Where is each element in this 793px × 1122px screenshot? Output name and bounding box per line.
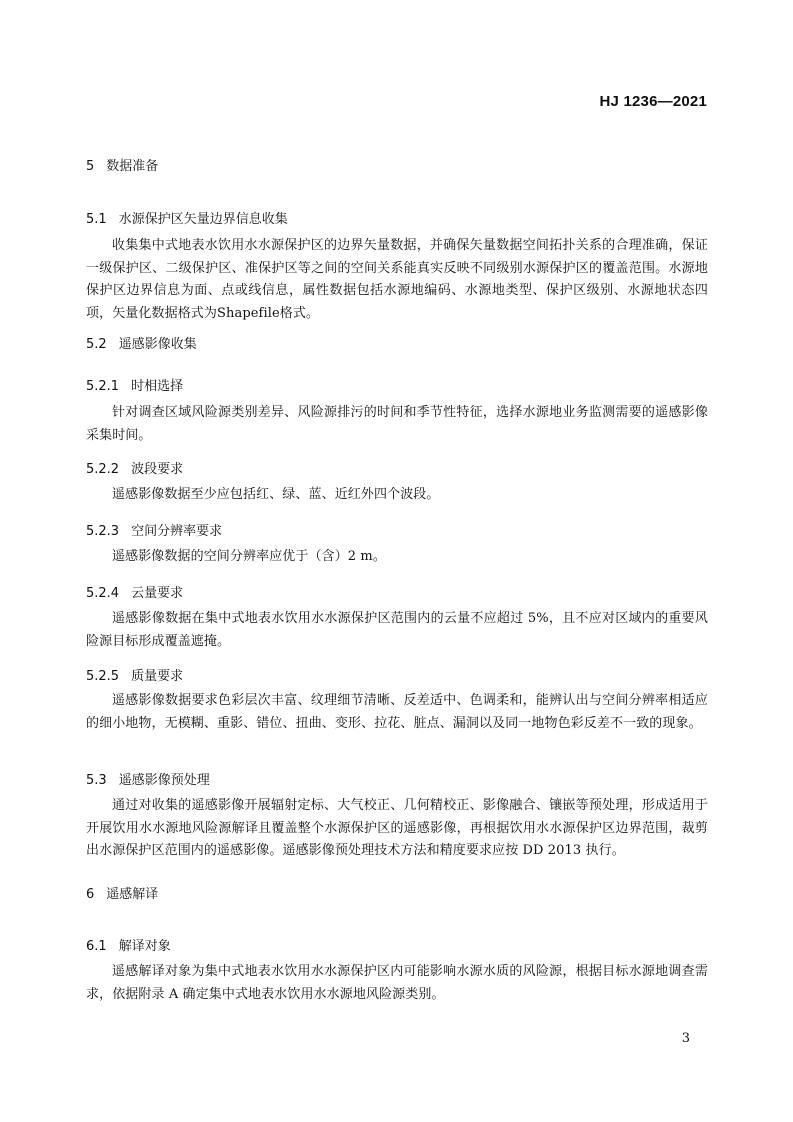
section-title: 云量要求 [131,586,184,601]
paragraph-6-1: 遥感解译对象为集中式地表水饮用水水源保护区内可能影响水源水质的风险源，根据目标水源地调查需求，依据附录 A 确定集中式地表水饮用水水源地风险源类别。 [86,964,708,1002]
section-title: 遥感影像预处理 [118,773,210,788]
section-heading-6 [86,883,158,902]
section-number: 5.2.1 [86,379,120,394]
section-title: 遥感解译 [106,887,159,902]
paragraph-5-2-2: 遥感影像数据至少应包括红、绿、蓝、近红外四个波段。 [112,487,440,502]
paragraph-5-2-3: 遥感影像数据的空间分辨率应优于（含）2 m。 [112,549,386,564]
section-title: 时相选择 [131,379,184,394]
section-number: 5.1 [86,212,107,227]
section-number: 5.3 [86,773,107,788]
section-title: 水源保护区矢量边界信息收集 [118,212,288,227]
section-heading-5-1 [86,208,288,227]
section-number: 6.1 [86,939,107,954]
section-heading-5-2-4 [86,582,183,601]
section-number: 5.2.4 [86,586,120,601]
section-title: 空间分辨率要求 [131,524,223,539]
section-heading-5-2-2 [86,458,183,477]
section-number: 5.2 [86,337,107,352]
section-title: 波段要求 [131,462,184,477]
paragraph-5-2-1: 针对调查区域风险源类别差异、风险源排污的时间和季节性特征，选择水源地业务监测需要的遥感影像采集时间。 [86,405,708,443]
section-number: 5.2.5 [86,669,120,684]
paragraph-5-2-4: 遥感影像数据在集中式地表水饮用水水源保护区范围内的云量不应超过 5%，且不应对区域内的重要风险源目标形成覆盖遮掩。 [86,611,708,649]
section-number: 5 [86,159,95,174]
section-title: 数据准备 [106,159,159,174]
section-heading-5-2 [86,333,197,352]
section-title: 质量要求 [131,669,184,684]
section-title: 解译对象 [118,939,171,954]
section-number: 5.2.2 [86,462,120,477]
section-heading-5 [86,155,158,174]
section-heading-5-2-5 [86,665,183,684]
section-title: 遥感影像收集 [118,337,197,352]
paragraph-5-2-5: 遥感影像数据要求色彩层次丰富、纹理细节清晰、反差适中、色调柔和，能辨认出与空间分辨率相适应的细小地物，无模糊、重影、错位、扭曲、变形、拉花、脏点、漏洞以及同一地物色彩反差不一致的现象。 [86,693,708,731]
page-number: 3 [681,1031,690,1046]
paragraph-5-3: 通过对收集的遥感影像开展辐射定标、大气校正、几何精校正、影像融合、镶嵌等预处理，形成适用于开展饮用水水源地风险源解译且覆盖整个水源保护区的遥感影像，再根据饮用水水源保护区边界范围，裁剪出水源保护区范围内的遥感影像。遥感影像预处理技术方法和精度要求应按 DD 2013 执行。 [86,798,708,859]
section-number: 5.2.3 [86,524,120,539]
section-heading-5-2-3 [86,520,222,539]
section-heading-5-3 [86,769,210,788]
section-heading-5-2-1 [86,375,183,394]
standard-code: HJ 1236—2021 [599,93,707,110]
section-heading-6-1 [86,935,171,954]
section-number: 6 [86,887,95,902]
paragraph-5-1: 收集集中式地表水饮用水水源保护区的边界矢量数据，并确保矢量数据空间拓扑关系的合理准确，保证一级保护区、二级保护区、准保护区等之间的空间关系能真实反映不同级别水源保护区的覆盖范围。水源地保护区边界信息为面、点或线信息，属性数据包括水源地编码、水源地类型、保护区级别、水源地状态四项，矢量化数据格式为Shapefile格式。 [86,238,708,321]
